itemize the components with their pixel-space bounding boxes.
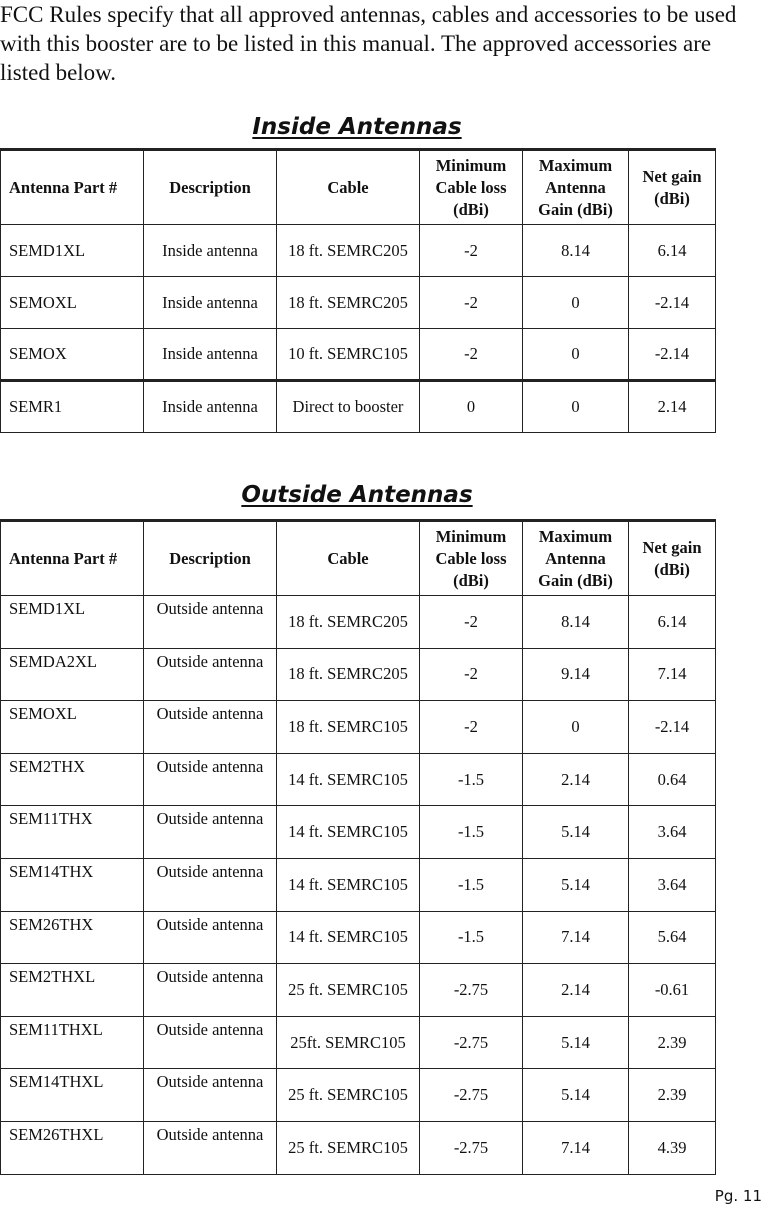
cell-part: SEM2THXL	[1, 964, 144, 1017]
cell-cable: 25ft. SEMRC105	[277, 1016, 420, 1069]
cell-cable: 18 ft. SEMRC205	[277, 648, 420, 701]
cell-description: Outside antenna	[144, 964, 277, 1017]
cell-description: Outside antenna	[144, 858, 277, 911]
cell-description: Outside antenna	[144, 1121, 277, 1174]
cell-max-antenna-gain: 2.14	[523, 753, 629, 806]
page-number: Pg. 11	[714, 1187, 762, 1205]
cell-part: SEMD1XL	[1, 596, 144, 649]
cell-min-cable-loss: -1.5	[420, 806, 523, 859]
cell-net-gain: 6.14	[629, 596, 716, 649]
header-net-gain: Net gain (dBi)	[629, 150, 716, 225]
cell-description: Outside antenna	[144, 596, 277, 649]
outside-table-body	[1, 596, 716, 1175]
cell-min-cable-loss: -2	[420, 648, 523, 701]
cell-cable: 25 ft. SEMRC105	[277, 1069, 420, 1122]
outside-antennas-table	[0, 519, 716, 1175]
cell-max-antenna-gain: 5.14	[523, 806, 629, 859]
table-row	[1, 858, 716, 911]
cell-cable: 25 ft. SEMRC105	[277, 964, 420, 1017]
inside-antennas-table	[0, 148, 716, 433]
cell-net-gain: 4.39	[629, 1121, 716, 1174]
cell-max-antenna-gain: 8.14	[523, 225, 629, 277]
cell-max-antenna-gain: 0	[523, 701, 629, 754]
cell-min-cable-loss: -2	[420, 277, 523, 329]
cell-cable: 18 ft. SEMRC205	[277, 225, 420, 277]
cell-net-gain: 0.64	[629, 753, 716, 806]
cell-max-antenna-gain: 5.14	[523, 858, 629, 911]
cell-net-gain: 6.14	[629, 225, 716, 277]
header-max-antenna-gain: Maximum Antenna Gain (dBi)	[523, 150, 629, 225]
cell-net-gain: -2.14	[629, 701, 716, 754]
cell-cable: 14 ft. SEMRC105	[277, 753, 420, 806]
cell-net-gain: 2.14	[629, 381, 716, 433]
cell-min-cable-loss: -2	[420, 329, 523, 381]
cell-part: SEM26THX	[1, 911, 144, 964]
cell-part: SEM14THX	[1, 858, 144, 911]
cell-description: Outside antenna	[144, 753, 277, 806]
cell-max-antenna-gain: 5.14	[523, 1069, 629, 1122]
header-description: Description	[144, 521, 277, 596]
cell-max-antenna-gain: 7.14	[523, 1121, 629, 1174]
cell-max-antenna-gain: 7.14	[523, 911, 629, 964]
cell-cable: 14 ft. SEMRC105	[277, 911, 420, 964]
cell-net-gain: 3.64	[629, 806, 716, 859]
cell-min-cable-loss: -2.75	[420, 1069, 523, 1122]
cell-description: Inside antenna	[144, 225, 277, 277]
table-row	[1, 701, 716, 754]
cell-cable: 18 ft. SEMRC205	[277, 277, 420, 329]
cell-net-gain: 5.64	[629, 911, 716, 964]
cell-part: SEMDA2XL	[1, 648, 144, 701]
cell-max-antenna-gain: 8.14	[523, 596, 629, 649]
cell-net-gain: -0.61	[629, 964, 716, 1017]
cell-net-gain: -2.14	[629, 277, 716, 329]
cell-min-cable-loss: -2	[420, 225, 523, 277]
header-min-cable-loss: Minimum Cable loss (dBi)	[420, 150, 523, 225]
cell-min-cable-loss: -1.5	[420, 753, 523, 806]
table-row	[1, 648, 716, 701]
cell-description: Outside antenna	[144, 1069, 277, 1122]
cell-description: Inside antenna	[144, 329, 277, 381]
cell-description: Inside antenna	[144, 381, 277, 433]
table-row	[1, 964, 716, 1017]
cell-max-antenna-gain: 5.14	[523, 1016, 629, 1069]
cell-max-antenna-gain: 0	[523, 277, 629, 329]
cell-part: SEMOXL	[1, 277, 144, 329]
header-max-antenna-gain: Maximum Antenna Gain (dBi)	[523, 521, 629, 596]
cell-max-antenna-gain: 0	[523, 381, 629, 433]
cell-description: Outside antenna	[144, 1016, 277, 1069]
inside-table-body	[1, 225, 716, 433]
header-cable: Cable	[277, 150, 420, 225]
cell-part: SEMD1XL	[1, 225, 144, 277]
cell-part: SEM11THX	[1, 806, 144, 859]
cell-min-cable-loss: -2.75	[420, 1016, 523, 1069]
table-row	[1, 225, 716, 277]
cell-max-antenna-gain: 2.14	[523, 964, 629, 1017]
cell-min-cable-loss: -1.5	[420, 858, 523, 911]
cell-description: Outside antenna	[144, 806, 277, 859]
table-row	[1, 1016, 716, 1069]
cell-part: SEM2THX	[1, 753, 144, 806]
cell-net-gain: 2.39	[629, 1069, 716, 1122]
outside-antennas-title: Outside Antennas	[241, 482, 473, 508]
cell-min-cable-loss: -1.5	[420, 911, 523, 964]
header-min-cable-loss: Minimum Cable loss (dBi)	[420, 521, 523, 596]
table-header-row	[1, 521, 716, 596]
cell-description: Outside antenna	[144, 701, 277, 754]
cell-description: Outside antenna	[144, 648, 277, 701]
cell-cable: 14 ft. SEMRC105	[277, 858, 420, 911]
header-part: Antenna Part #	[1, 521, 144, 596]
cell-net-gain: -2.14	[629, 329, 716, 381]
cell-part: SEMR1	[1, 381, 144, 433]
table-row	[1, 277, 716, 329]
table-row	[1, 911, 716, 964]
cell-cable: 14 ft. SEMRC105	[277, 806, 420, 859]
header-part: Antenna Part #	[1, 150, 144, 225]
cell-net-gain: 7.14	[629, 648, 716, 701]
cell-part: SEM26THXL	[1, 1121, 144, 1174]
table-row	[1, 381, 716, 433]
cell-net-gain: 3.64	[629, 858, 716, 911]
cell-min-cable-loss: 0	[420, 381, 523, 433]
cell-cable: 10 ft. SEMRC105	[277, 329, 420, 381]
intro-paragraph: FCC Rules specify that all approved antennas, cables and accessories to be used with this booster are to be listed in this manual. The approved accessories are listed below.	[0, 2, 737, 85]
cell-cable: 25 ft. SEMRC105	[277, 1121, 420, 1174]
cell-part: SEMOXL	[1, 701, 144, 754]
cell-min-cable-loss: -2	[420, 596, 523, 649]
cell-min-cable-loss: -2	[420, 701, 523, 754]
table-row	[1, 596, 716, 649]
cell-description: Inside antenna	[144, 277, 277, 329]
inside-antennas-title: Inside Antennas	[252, 114, 462, 140]
cell-min-cable-loss: -2.75	[420, 1121, 523, 1174]
header-description: Description	[144, 150, 277, 225]
table-row	[1, 1069, 716, 1122]
cell-part: SEMOX	[1, 329, 144, 381]
header-cable: Cable	[277, 521, 420, 596]
table-header-row	[1, 150, 716, 225]
table-row	[1, 753, 716, 806]
table-row	[1, 1121, 716, 1174]
cell-part: SEM14THXL	[1, 1069, 144, 1122]
table-row	[1, 329, 716, 381]
cell-cable: 18 ft. SEMRC105	[277, 701, 420, 754]
cell-part: SEM11THXL	[1, 1016, 144, 1069]
cell-max-antenna-gain: 9.14	[523, 648, 629, 701]
header-net-gain: Net gain (dBi)	[629, 521, 716, 596]
cell-cable: Direct to booster	[277, 381, 420, 433]
cell-min-cable-loss: -2.75	[420, 964, 523, 1017]
cell-max-antenna-gain: 0	[523, 329, 629, 381]
cell-cable: 18 ft. SEMRC205	[277, 596, 420, 649]
cell-net-gain: 2.39	[629, 1016, 716, 1069]
table-row	[1, 806, 716, 859]
cell-description: Outside antenna	[144, 911, 277, 964]
